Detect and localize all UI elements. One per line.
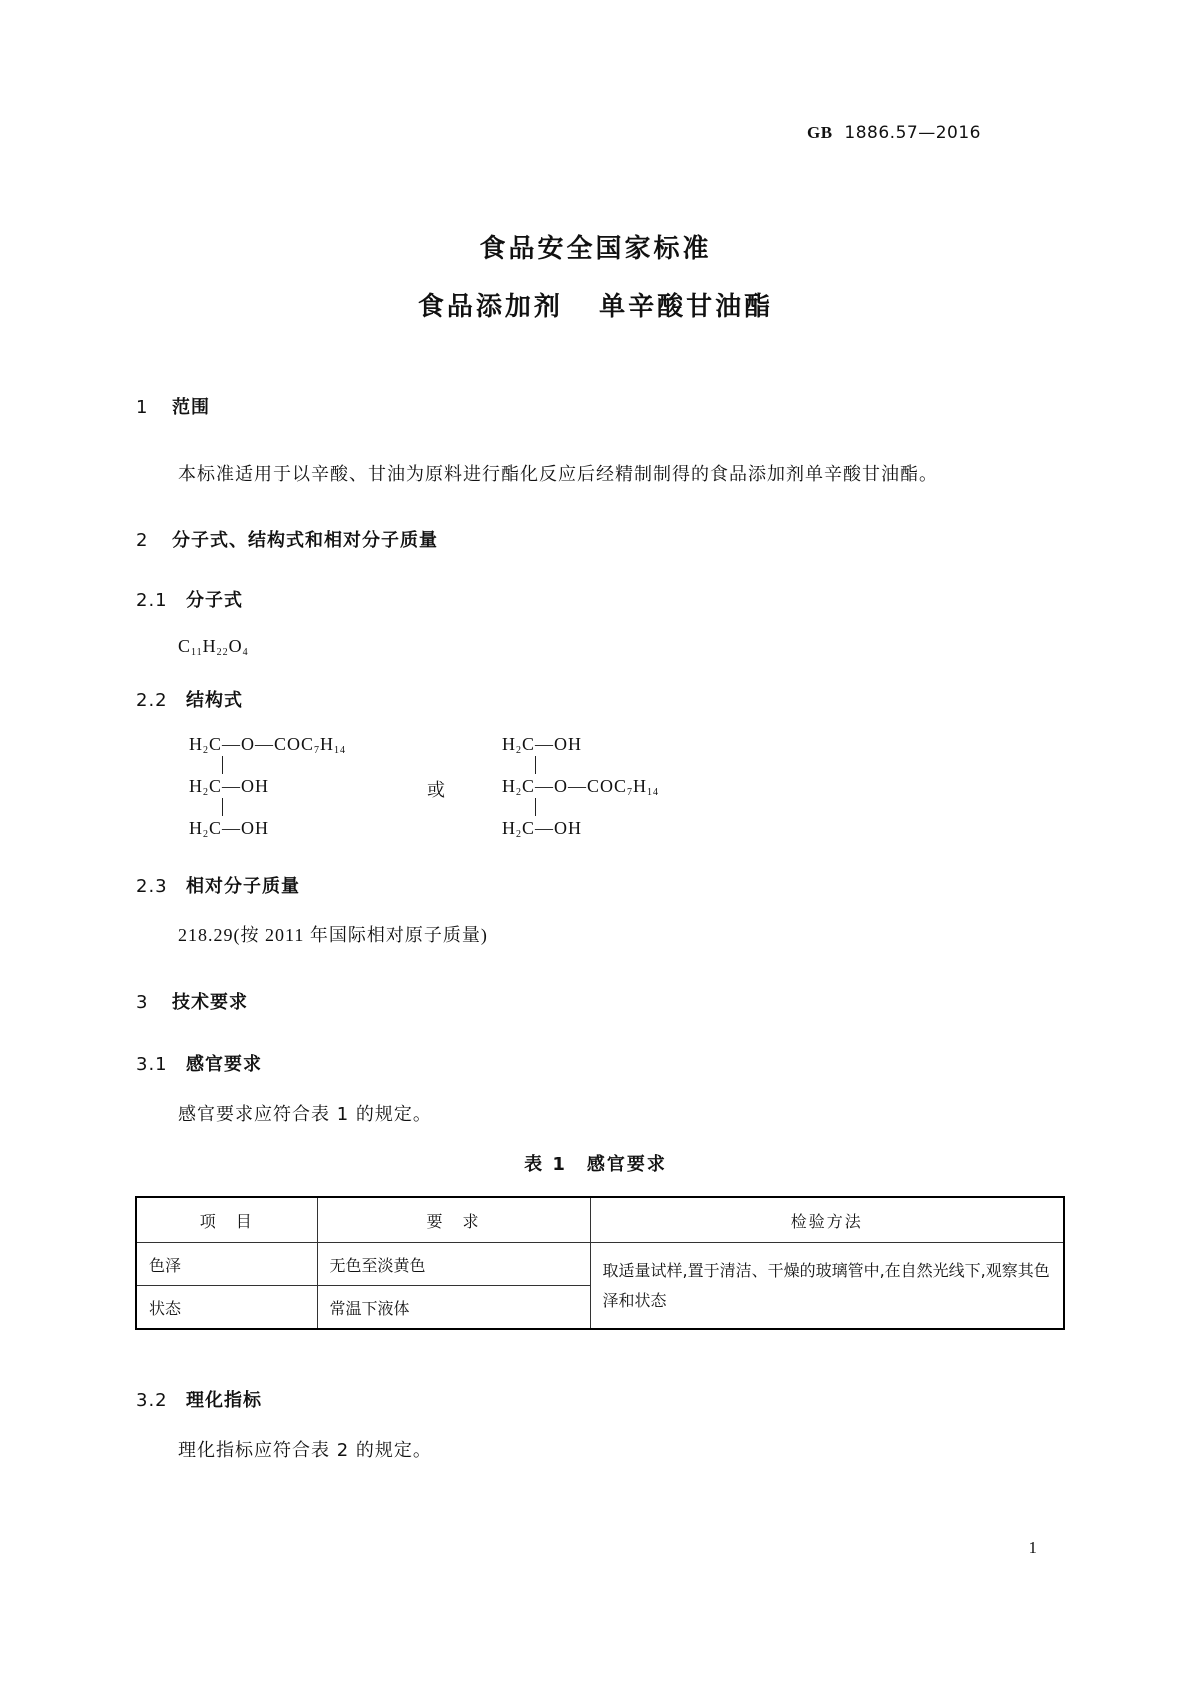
table-header-row <box>136 1197 1064 1243</box>
section-number: 3 <box>136 992 149 1013</box>
bond-line <box>222 756 223 774</box>
column-header-requirement: 要 求 <box>317 1197 590 1243</box>
section-title: 理化指标 <box>186 1390 262 1411</box>
standard-number <box>807 123 981 143</box>
section-3-2-heading <box>136 1386 262 1412</box>
section-number: 2.2 <box>136 690 168 711</box>
cell-item: 状态 <box>136 1286 317 1330</box>
cell-requirement: 常温下液体 <box>317 1286 590 1330</box>
section-title: 相对分子质量 <box>186 876 300 897</box>
section-number: 2 <box>136 530 149 551</box>
section-title: 结构式 <box>186 690 243 711</box>
bond-line <box>535 798 536 816</box>
formula-line: $H_2C—O—COC_7H_{14}$ <box>189 734 347 756</box>
molecular-mass: 218.29(按 2011 年国际相对原子质量) <box>178 925 488 945</box>
section-number: 3.2 <box>136 1390 168 1411</box>
section-2-3-heading <box>136 872 300 898</box>
section-title: 范围 <box>172 397 210 418</box>
section-2-2-heading <box>136 686 243 712</box>
cell-method: 取适量试样,置于清洁、干燥的玻璃管中,在自然光线下,观察其色泽和状态 <box>590 1243 1064 1330</box>
section-title: 技术要求 <box>172 992 248 1013</box>
section-title: 感官要求 <box>186 1054 262 1075</box>
or-separator: 或 <box>427 780 446 801</box>
scope-paragraph: 本标准适用于以辛酸、甘油为原料进行酯化反应后经精制制得的食品添加剂单辛酸甘油酯。 <box>178 464 938 485</box>
page-number: 1 <box>1028 1538 1037 1557</box>
sensory-requirement-text: 感官要求应符合表 1 的规定。 <box>178 1104 432 1125</box>
section-title: 分子式、结构式和相对分子质量 <box>172 530 438 551</box>
bond-line <box>222 798 223 816</box>
molecular-formula: $C_{11}H_{22}O_4$ <box>178 636 249 658</box>
formula-line: $H_2C—OH$ <box>502 734 583 756</box>
section-2-1-heading <box>136 586 243 612</box>
document-title: 食品安全国家标准 <box>479 234 712 264</box>
section-3-1-heading <box>136 1050 262 1076</box>
standard-prefix: GB <box>807 123 833 142</box>
table-row <box>136 1243 1064 1286</box>
document-subtitle <box>0 286 1191 323</box>
formula-line: $H_2C—OH$ <box>502 818 583 840</box>
subtitle-category: 食品添加剂 <box>417 292 563 322</box>
section-3-heading <box>136 988 248 1014</box>
formula-line: $H_2C—OH$ <box>189 818 270 840</box>
section-number: 2.1 <box>136 590 168 611</box>
cell-item: 色泽 <box>136 1243 317 1286</box>
standard-code: 1886.57—2016 <box>844 123 981 143</box>
section-number: 1 <box>136 397 149 418</box>
formula-line: $H_2C—OH$ <box>189 776 270 798</box>
formula-line: $H_2C—O—COC_7H_{14}$ <box>502 776 660 798</box>
section-1-heading <box>136 393 210 419</box>
table-caption: 表 1 感官要求 <box>524 1154 667 1175</box>
section-2-heading <box>136 526 438 552</box>
section-title: 分子式 <box>186 590 243 611</box>
column-header-item: 项 目 <box>136 1197 317 1243</box>
section-number: 3.1 <box>136 1054 168 1075</box>
cell-requirement: 无色至淡黄色 <box>317 1243 590 1286</box>
section-number: 2.3 <box>136 876 168 897</box>
column-header-method: 检验方法 <box>590 1197 1064 1243</box>
physicochemical-requirement-text: 理化指标应符合表 2 的规定。 <box>178 1440 432 1461</box>
sensory-requirements-table <box>135 1196 1065 1330</box>
subtitle-product: 单辛酸甘油酯 <box>599 292 774 322</box>
bond-line <box>535 756 536 774</box>
